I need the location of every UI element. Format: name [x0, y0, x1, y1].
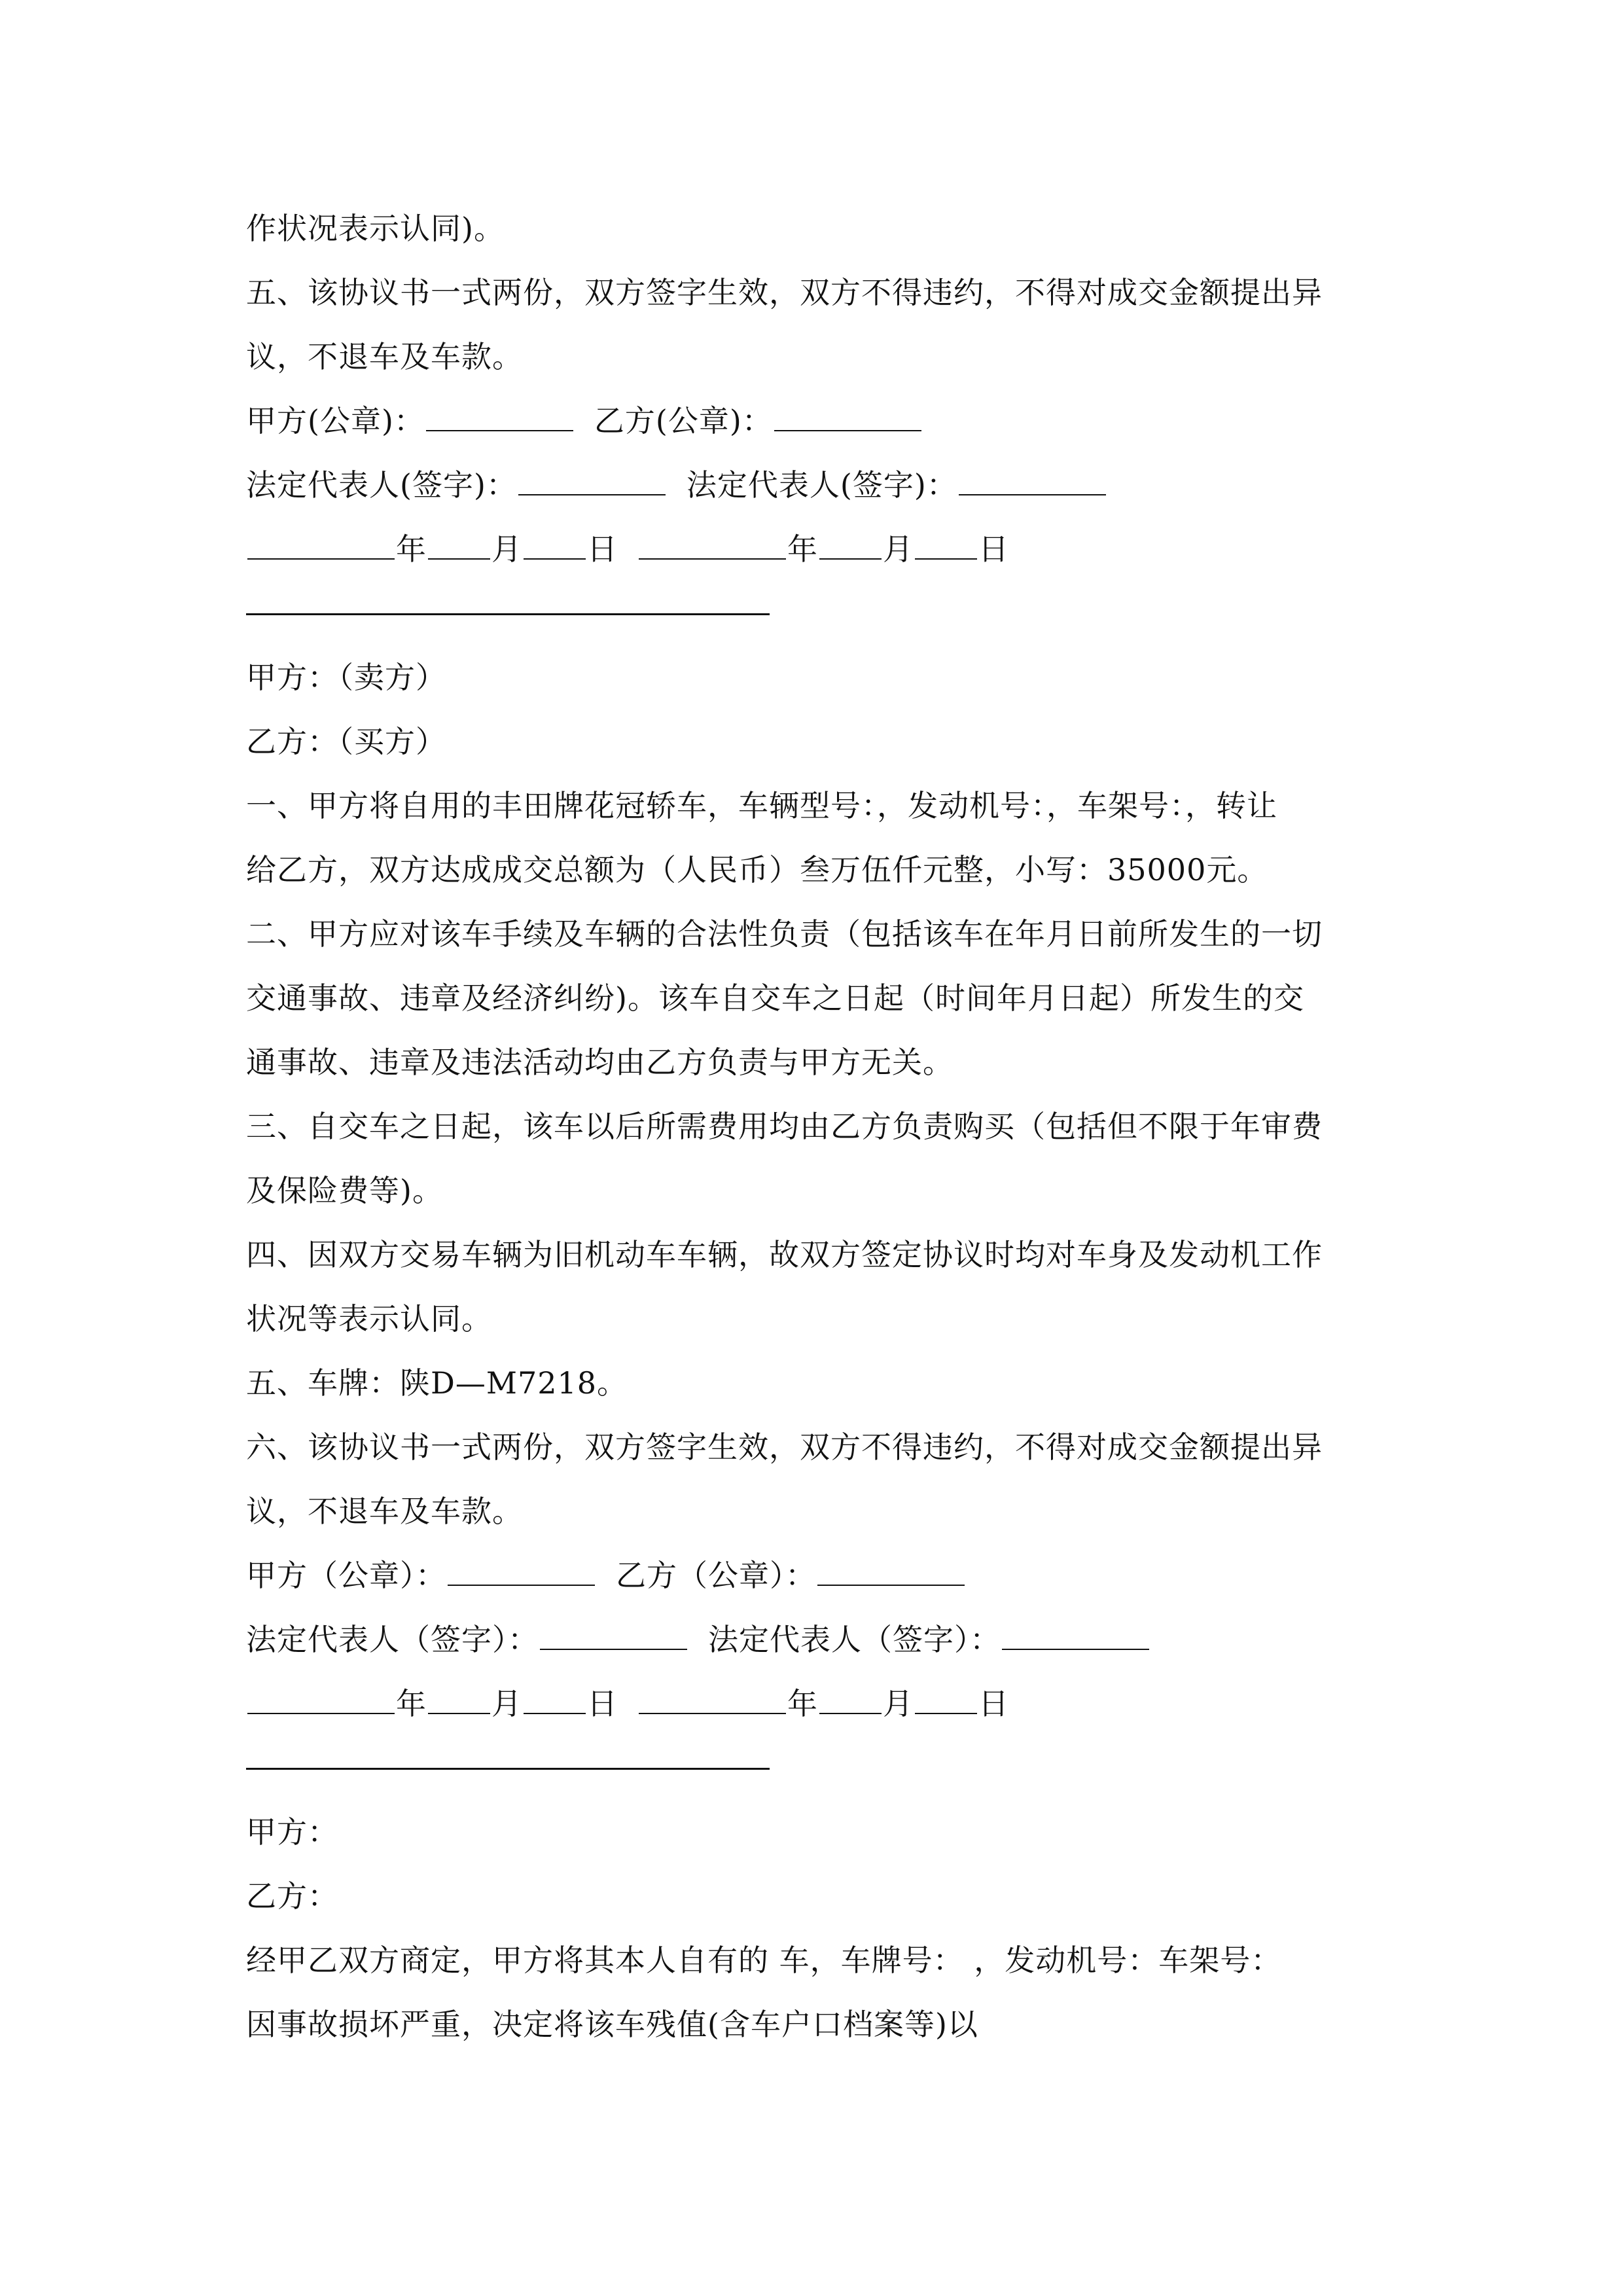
- party-a-rep-label: 法定代表人(签字)：: [246, 467, 517, 503]
- party-a-rep-label: 法定代表人（签字）：: [246, 1622, 539, 1657]
- year-blank: [247, 1674, 395, 1714]
- day-label: 日: [978, 1686, 1009, 1721]
- month-blank: [428, 1674, 490, 1714]
- party-a-line: 甲方：（卖方）: [246, 660, 446, 695]
- day-label: 日: [587, 1686, 618, 1721]
- year-label: 年: [787, 1686, 818, 1721]
- date-line: [246, 517, 1385, 581]
- year-label: 年: [396, 531, 427, 567]
- seal-line: [246, 1543, 1385, 1607]
- party-a-seal-label: 甲方(公章)：: [246, 403, 425, 439]
- day-blank: [524, 519, 586, 560]
- text-line: 给乙方，双方达成成交总额为（人民币）叁万伍仟元整，小写：35000元。: [246, 852, 1268, 888]
- text-line: 经甲乙双方商定，甲方将其本人自有的 车，车牌号： ，发动机号：车架号：: [246, 1943, 1282, 1978]
- clause-two: 二、甲方应对该车手续及车辆的合法性负责（包括该车在年月日前所发生的一切: [246, 916, 1323, 952]
- party-b-line: 乙方：（买方）: [246, 724, 446, 759]
- year-label: 年: [787, 531, 818, 567]
- month-blank: [819, 519, 882, 560]
- month-blank: [819, 1674, 882, 1714]
- day-blank: [524, 1674, 586, 1714]
- day-blank: [915, 519, 977, 560]
- section-divider: [246, 1736, 1385, 1800]
- clause-five: 五、车牌：陕D—M7218。: [246, 1365, 628, 1401]
- party-a-rep-blank: [540, 1609, 687, 1650]
- clause-four: 四、因双方交易车辆为旧机动车车辆，故双方签定协议时均对车身及发动机工作: [246, 1237, 1323, 1272]
- section-divider: [246, 581, 1385, 645]
- party-b-seal-blank: [774, 391, 921, 431]
- clause-five: 五、该协议书一式两份，双方签字生效，双方不得违约，不得对成交金额提出异: [246, 275, 1323, 310]
- month-blank: [428, 519, 490, 560]
- text-line: 作状况表示认同)。: [246, 211, 505, 246]
- clause-three: 三、自交车之日起，该车以后所需费用均由乙方负责购买（包括但不限于年审费: [246, 1109, 1323, 1144]
- text-line: 议，不退车及车款。: [246, 1494, 523, 1529]
- party-a-seal-blank: [448, 1545, 595, 1586]
- text-line: 及保险费等)。: [246, 1173, 443, 1208]
- clause-six: 六、该协议书一式两份，双方签字生效，双方不得违约，不得对成交金额提出异: [246, 1429, 1323, 1465]
- month-label: 月: [883, 1686, 914, 1721]
- party-b-seal-blank: [817, 1545, 965, 1586]
- party-a-seal-label: 甲方（公章）：: [246, 1558, 446, 1593]
- party-b-rep-label: 法定代表人（签字）：: [708, 1622, 1001, 1657]
- representative-line: [246, 453, 1385, 517]
- representative-line: [246, 1607, 1385, 1672]
- year-blank: [247, 519, 395, 560]
- contract-text: [246, 196, 1385, 2056]
- party-b-line: 乙方：: [246, 1878, 338, 1914]
- party-a-seal-blank: [426, 391, 573, 431]
- party-a-line: 甲方：: [246, 1814, 338, 1850]
- text-line: 议，不退车及车款。: [246, 339, 523, 374]
- day-label: 日: [587, 531, 618, 567]
- party-b-rep-label: 法定代表人(签字)：: [686, 467, 957, 503]
- date-line: [246, 1672, 1385, 1736]
- party-b-rep-blank: [1002, 1609, 1149, 1650]
- text-line: 通事故、违章及违法活动均由乙方负责与甲方无关。: [246, 1045, 954, 1080]
- clause-one: 一、甲方将自用的丰田牌花冠轿车，车辆型号：，发动机号：，车架号：，转让: [246, 788, 1277, 823]
- year-label: 年: [396, 1686, 427, 1721]
- year-blank: [639, 519, 786, 560]
- month-label: 月: [883, 531, 914, 567]
- party-a-rep-blank: [518, 455, 666, 495]
- text-line: 状况等表示认同。: [246, 1301, 492, 1336]
- party-b-seal-label: 乙方(公章)：: [594, 403, 773, 439]
- day-label: 日: [978, 531, 1009, 567]
- month-label: 月: [491, 1686, 522, 1721]
- day-blank: [915, 1674, 977, 1714]
- text-line: 交通事故、违章及经济纠纷)。该车自交车之日起（时间年月日起）所发生的交: [246, 980, 1304, 1016]
- seal-line: [246, 389, 1385, 453]
- party-b-rep-blank: [959, 455, 1106, 495]
- party-b-seal-label: 乙方（公章）：: [616, 1558, 816, 1593]
- year-blank: [639, 1674, 786, 1714]
- month-label: 月: [491, 531, 522, 567]
- text-line: 因事故损坏严重，决定将该车残值(含车户口档案等)以: [246, 2007, 978, 2042]
